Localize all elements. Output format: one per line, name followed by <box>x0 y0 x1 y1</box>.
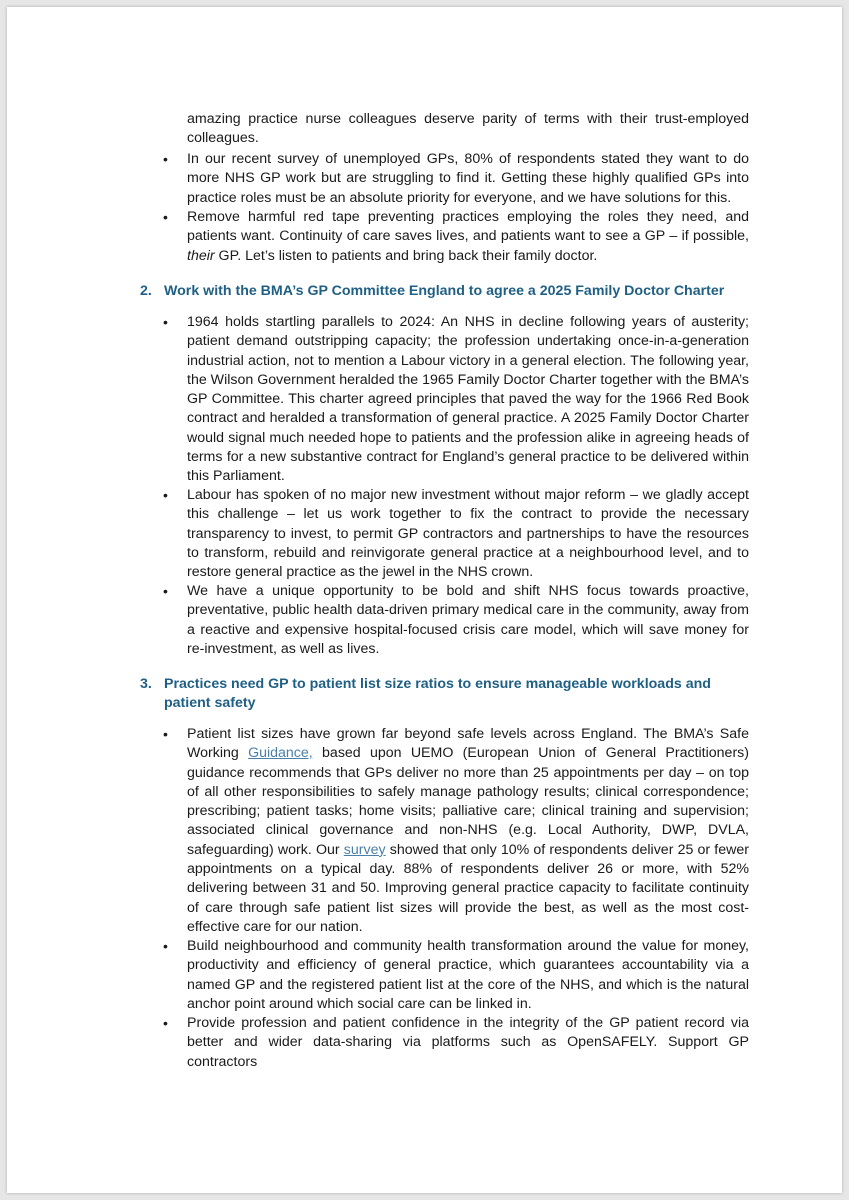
bullet-marker: • <box>163 726 168 742</box>
section-number: 3. <box>140 676 152 692</box>
list-item: Build neighbourhood and community health transformation around the value for money, productivity and efficiency of general practice, which guarantees accountability via a named GP and the registered patient list at the core of the NHS, and which is the natural anchor point around which social care can be linked in. <box>187 938 749 1012</box>
bullet-marker: • <box>163 151 168 167</box>
document-page <box>7 7 842 1193</box>
section-title: Practices need GP to patient list size ratios to ensure manageable workloads and patient safety <box>164 676 711 712</box>
bullet-marker: • <box>163 314 168 330</box>
section-number: 2. <box>140 283 152 299</box>
list-item <box>187 725 749 937</box>
section-title: Work with the BMA’s GP Committee England to agree a 2025 Family Doctor Charter <box>164 283 725 299</box>
list-item: We have a unique opportunity to be bold and shift NHS focus towards proactive, preventative, public health data-driven primary medical care in the community, away from a reactive and expensive hospital-focused crisis care model, which will save money for re-investment, as well as lives. <box>187 583 749 657</box>
italic-text: their <box>187 247 215 264</box>
continuation-paragraph: amazing practice nurse colleagues deserve parity of terms with their trust-employed colleagues. <box>187 111 749 147</box>
list-item: Labour has spoken of no major new investment without major reform – we gladly accept this challenge – let us work together to fix the contract to provide the necessary transparency to invest, to permit GP contractors and partnerships to have the resources to transform, rebuild and reinvigorate general practice at a neighbourhood level, and to restore general practice as the jewel in the NHS crown. <box>187 487 749 581</box>
bullet-marker: • <box>163 583 168 599</box>
list-item: In our recent survey of unemployed GPs, 80% of respondents stated they want to do more NHS GP work but are struggling to find it. Getting these highly qualified GPs into practice roles must be an absolute priority for everyone, and we have solutions for this. <box>187 151 749 206</box>
list-item: Provide profession and patient confidence in the integrity of the GP patient record via better and wider data-sharing via platforms such as OpenSAFELY. Support GP contractors <box>187 1015 749 1070</box>
survey-link[interactable]: survey <box>343 841 386 858</box>
text-run: showed that only 10% of respondents deliver 25 or fewer appointments on a typical day. 88% of respondents deliver 26 or more, with 52% delivering between 31 and 50. Improving general practice capacity to facilitate continuity of care through safe patient list sizes will provide the best, as well as the most cost-effective care for our nation. <box>187 841 749 935</box>
bullet-marker: • <box>163 209 168 225</box>
text-run: GP. Let’s listen to patients and bring back their family doctor. <box>214 247 598 264</box>
bullet-marker: • <box>163 1015 168 1031</box>
bullet-marker: • <box>163 938 168 954</box>
list-item <box>187 208 749 266</box>
text-run: Patient list sizes have grown far beyond safe levels across England. The BMA’s Safe Working <box>187 726 749 762</box>
text-run: Remove harmful red tape preventing practices employing the roles they need, and patients want. Continuity of care saves lives, and patients want to see a GP – if possible, <box>187 209 749 245</box>
text-run: based upon UEMO (European Union of General Practitioners) guidance recommends that GPs deliver no more than 25 appointments per day – on top of all other responsibilities to safely manage pathology results; clinical correspondence; prescribing; patient tasks; home visits; palliative care; clinical training and supervision; associated clinical governance and non-NHS (e.g. Local Authority, DWP, DVLA, safeguarding) work. Our <box>187 745 749 858</box>
guidance-link[interactable]: Guidance, <box>248 745 313 762</box>
list-item: 1964 holds startling parallels to 2024: An NHS in decline following years of austerity; patient demand outstripping capacity; the profession undertaking once-in-a-generation industrial action, not to mention a Labour victory in a general election. The following year, the Wilson Government heralded the 1965 Family Doctor Charter together with the BMA’s GP Committee. This charter agreed principles that paved the way for the 1966 Red Book contract and heralded a transformation of general practice. A 2025 Family Doctor Charter would signal much needed hope to patients and the profession alike in agreeing heads of terms for a new substantive contract for England’s general practice to be delivered within this Parliament. <box>187 314 749 485</box>
bullet-marker: • <box>163 487 168 503</box>
